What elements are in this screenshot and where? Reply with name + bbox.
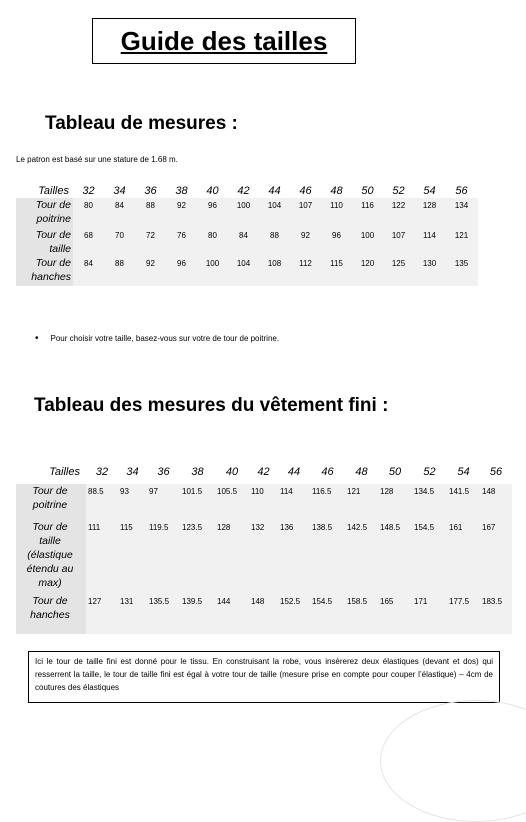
table-cell: 108	[259, 256, 290, 286]
table-cell: 135.5	[147, 594, 180, 634]
table-cell: 88	[259, 228, 290, 256]
table-cell: 112	[290, 256, 321, 286]
table-cell: 165	[378, 594, 412, 634]
table-cell: 84	[228, 228, 259, 256]
row-label	[16, 256, 73, 286]
table-row	[16, 594, 512, 634]
table-cell: 148	[480, 484, 512, 520]
table-cell: 107	[290, 198, 321, 228]
table-cell: 101.5	[180, 484, 215, 520]
table-cell: 68	[73, 228, 104, 256]
row-label-line: (élastique	[27, 549, 73, 561]
row-label-line: étendu au	[26, 563, 74, 575]
size-header: 34	[126, 466, 139, 478]
title-box	[92, 18, 356, 64]
table-cell: 80	[73, 198, 104, 228]
table-cell: 167	[480, 520, 512, 594]
row-label	[16, 228, 73, 256]
table-cell: 134	[445, 198, 478, 228]
row-label-line: poitrine	[36, 213, 71, 225]
table-cell: 104	[228, 256, 259, 286]
table-cell: 116.5	[310, 484, 345, 520]
size-header: 40	[225, 466, 239, 478]
table-cell: 72	[135, 228, 166, 256]
table-cell: 76	[166, 228, 197, 256]
table-cell: 96	[321, 228, 352, 256]
table-cell: 152.5	[278, 594, 310, 634]
table-cell: 161	[447, 520, 480, 594]
table-cell: 92	[166, 198, 197, 228]
size-header: 38	[175, 185, 188, 197]
row-label-line: poitrine	[32, 499, 68, 511]
table-cell: 123.5	[180, 520, 215, 594]
table-cell: 96	[197, 198, 228, 228]
table-cell: 144	[215, 594, 249, 634]
page-title: Guide des tailles	[120, 25, 328, 56]
size-header: 56	[455, 185, 468, 197]
table-cell: 116	[352, 198, 383, 228]
table-cell: 84	[104, 198, 135, 228]
table-cell: 107	[383, 228, 414, 256]
table-cell: 138.5	[310, 520, 345, 594]
table-cell: 93	[118, 484, 147, 520]
size-header: 40	[206, 185, 219, 197]
table-cell: 88.5	[86, 484, 118, 520]
table-cell: 131	[118, 594, 147, 634]
size-header: 38	[191, 466, 204, 478]
size-header: 48	[330, 185, 343, 197]
size-header: 42	[237, 185, 250, 197]
table-row	[16, 520, 512, 594]
row-label	[16, 198, 73, 228]
row-label-line: taille	[39, 535, 61, 547]
table-cell: 114	[414, 228, 445, 256]
table-cell: 97	[147, 484, 180, 520]
table-cell: 154.5	[412, 520, 447, 594]
table-cell: 80	[197, 228, 228, 256]
row-label-line: taille	[49, 243, 71, 255]
table-cell: 134.5	[412, 484, 447, 520]
table-cell: 139.5	[180, 594, 215, 634]
size-header: 50	[361, 185, 374, 197]
table-cell: 136	[278, 520, 310, 594]
row-label-line: Tour de	[35, 199, 71, 211]
size-header: 46	[321, 466, 334, 478]
size-header: 46	[299, 185, 312, 197]
row-label	[16, 520, 86, 594]
row-label-line: Tour de	[32, 595, 68, 607]
table-cell: 183.5	[480, 594, 512, 634]
row-label-line: max)	[38, 577, 62, 589]
table-cell: 111	[86, 520, 118, 594]
size-header: 36	[144, 185, 157, 197]
size-header: 52	[423, 466, 436, 478]
row-label-line: Tour de	[32, 485, 68, 497]
size-header: 42	[257, 466, 270, 478]
size-header: 32	[95, 466, 109, 478]
size-header: 32	[82, 185, 95, 197]
bullet-dot: •	[35, 333, 39, 344]
footnote-text: Ici le tour de taille fini est donné pour le tissu. En construisant la robe, vous insèrerez deux élastiques (devant et dos) qui resserrent la taille, le tour de taille fini est égal à votre tour de taille (mesure prise en compte pour couper l’élastique) – 4cm de coutures des élastiques	[35, 657, 493, 692]
table-cell: 128	[414, 198, 445, 228]
table-cell: 171	[412, 594, 447, 634]
table-cell: 135	[445, 256, 478, 286]
table-cell: 121	[445, 228, 478, 256]
size-header: 44	[287, 466, 301, 478]
table-cell: 92	[290, 228, 321, 256]
table-cell: 88	[104, 256, 135, 286]
size-header: 48	[355, 466, 368, 478]
table-cell: 115	[118, 520, 147, 594]
size-header-row	[16, 184, 478, 198]
table-cell: 115	[321, 256, 352, 286]
table-cell: 92	[135, 256, 166, 286]
table-cell: 110	[249, 484, 278, 520]
sizes-label: Tailles	[38, 185, 69, 197]
table-cell: 119.5	[147, 520, 180, 594]
size-header: 34	[113, 185, 126, 197]
row-label-line: hanches	[31, 271, 71, 283]
size-header: 54	[457, 466, 470, 478]
row-label-line: Tour de	[35, 229, 71, 241]
table-cell: 100	[228, 198, 259, 228]
row-label-line: Tour de	[32, 521, 68, 533]
sizes-label: Tailles	[49, 466, 80, 478]
table-cell: 148.5	[378, 520, 412, 594]
measurements-table	[16, 184, 478, 286]
table-cell: 84	[73, 256, 104, 286]
table-row	[16, 484, 512, 520]
table-cell: 154.5	[310, 594, 345, 634]
table-cell: 141.5	[447, 484, 480, 520]
table-cell: 142.5	[345, 520, 378, 594]
table-row	[16, 228, 478, 256]
table-cell: 121	[345, 484, 378, 520]
table-cell: 158.5	[345, 594, 378, 634]
size-header: 54	[423, 185, 436, 197]
table-cell: 88	[135, 198, 166, 228]
table-cell: 127	[86, 594, 118, 634]
table-cell: 100	[197, 256, 228, 286]
table-cell: 128	[215, 520, 249, 594]
table-cell: 130	[414, 256, 445, 286]
table-row	[16, 256, 478, 286]
bullet-item	[35, 334, 279, 344]
row-label	[16, 484, 86, 520]
table-cell: 132	[249, 520, 278, 594]
row-label-line: Tour de	[35, 257, 71, 269]
table-cell: 100	[352, 228, 383, 256]
size-header: 44	[268, 185, 281, 197]
size-header: 56	[489, 466, 503, 478]
size-header: 50	[388, 466, 402, 478]
table-cell: 110	[321, 198, 352, 228]
section1-heading: Tableau de mesures :	[45, 113, 238, 134]
size-header: 52	[392, 185, 405, 197]
table-cell: 148	[249, 594, 278, 634]
table-cell: 104	[259, 198, 290, 228]
stature-note: Le patron est basé sur une stature de 1.68 m.	[16, 155, 178, 164]
table-cell: 125	[383, 256, 414, 286]
table-row	[16, 198, 478, 228]
table-cell: 122	[383, 198, 414, 228]
finished-garment-table	[16, 460, 512, 634]
row-label	[16, 594, 86, 634]
bullet-text: Pour choisir votre taille, basez-vous sur votre de tour de poitrine.	[50, 334, 280, 343]
table-cell: 120	[352, 256, 383, 286]
table-cell: 96	[166, 256, 197, 286]
footnote-box	[28, 651, 500, 703]
table-cell: 177.5	[447, 594, 480, 634]
table-cell: 114	[278, 484, 310, 520]
size-header: 36	[157, 466, 170, 478]
table-cell: 128	[378, 484, 412, 520]
table-cell: 70	[104, 228, 135, 256]
section2-heading: Tableau des mesures du vêtement fini :	[34, 395, 389, 416]
row-label-line: hanches	[30, 609, 70, 621]
page-corner-decoration	[380, 700, 526, 822]
size-header-row	[16, 460, 512, 484]
table-cell: 105.5	[215, 484, 249, 520]
